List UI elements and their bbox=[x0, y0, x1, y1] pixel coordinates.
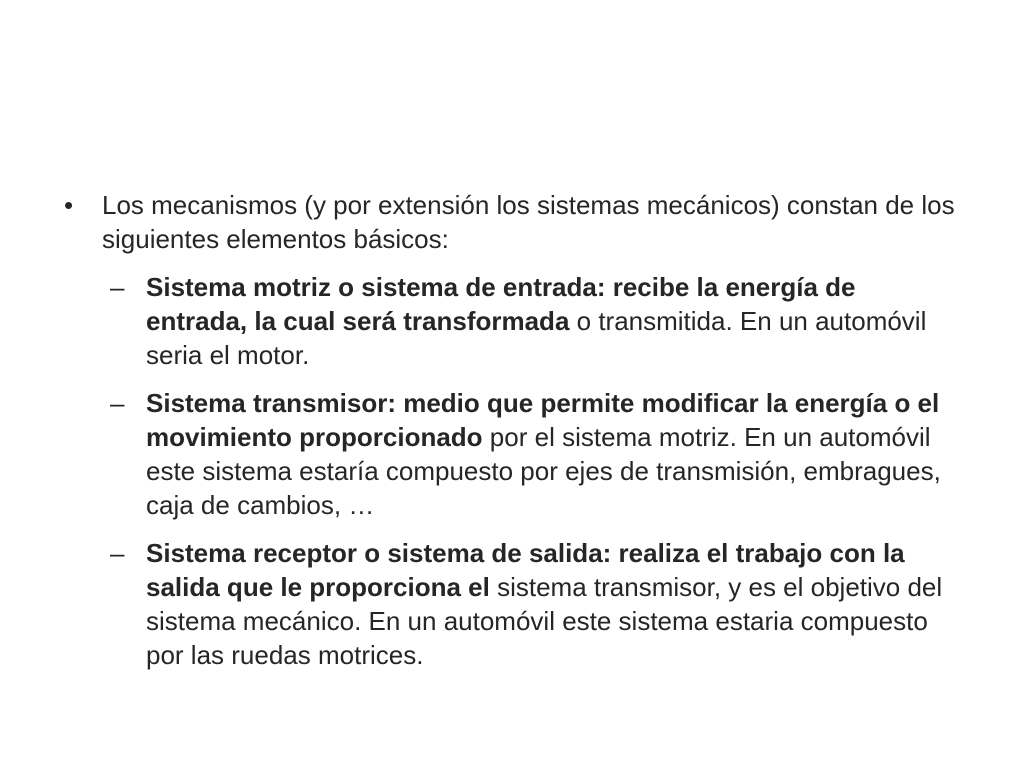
sub-item-2-bold: Sistema transmisor: medio que permite modificar la energía o el movimiento proporcionado bbox=[146, 388, 940, 452]
dash-icon: – bbox=[110, 538, 125, 568]
dash-icon: – bbox=[110, 388, 125, 418]
sub-item-1-text: o transmitida. En un automóvil seria el motor. bbox=[146, 306, 927, 370]
sub-item-3-text: sistema transmisor, y es el objetivo del sistema mecánico. En un automóvil este sistema estaria compuesto por las ruedas motrices. bbox=[146, 572, 943, 670]
sub-item-1-bold: Sistema motriz o sistema de entrada: recibe la energía de entrada, la cual será transformada bbox=[146, 272, 856, 336]
dash-icon: – bbox=[110, 272, 125, 302]
sub-item-3 bbox=[108, 536, 946, 672]
sub-item-1 bbox=[108, 270, 946, 372]
bullet-dot-icon: • bbox=[64, 190, 74, 220]
bullet-text: Los mecanismos (y por extensión los sistemas mecánicos) constan de los siguientes elementos básicos: bbox=[102, 190, 955, 254]
slide-body bbox=[64, 188, 964, 686]
sub-item-3-bold: Sistema receptor o sistema de salida: realiza el trabajo con la salida que le proporciona el bbox=[146, 538, 905, 602]
sub-item-2-text: por el sistema motriz. En un automóvil este sistema estaría compuesto por ejes de transmisión, embragues, caja de cambios, … bbox=[146, 422, 941, 520]
sub-item-2 bbox=[108, 386, 946, 522]
bullet-item bbox=[64, 188, 964, 256]
